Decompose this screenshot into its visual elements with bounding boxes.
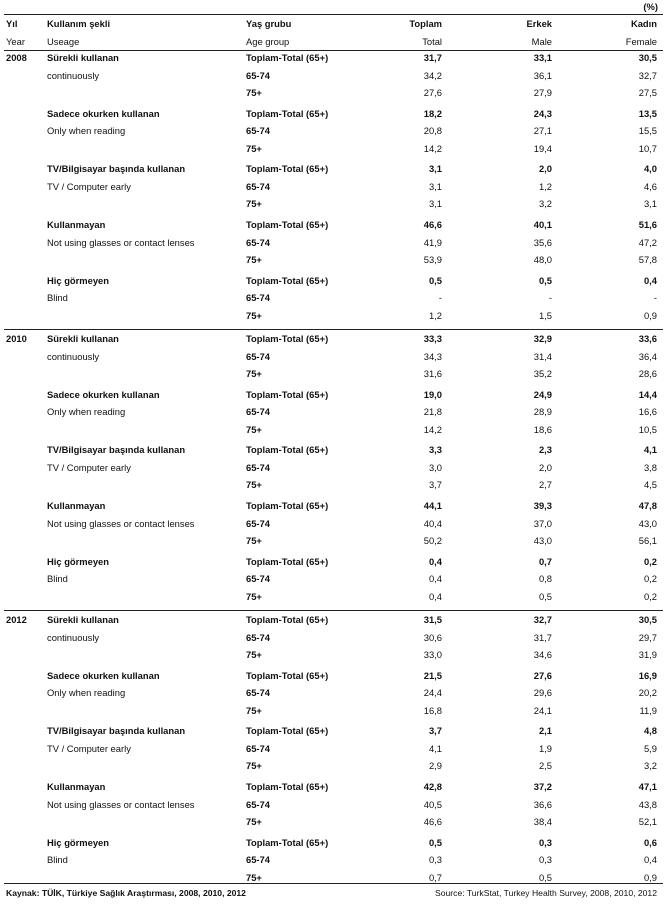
usage-label-tr: Sadece okurken kullanan <box>47 388 160 400</box>
age-group-cell: Toplam-Total (65+) <box>246 274 329 286</box>
usage-label-en: Only when reading <box>47 687 126 699</box>
header-bottom-rule <box>4 50 663 51</box>
male-value-cell: 31,7 <box>533 631 552 643</box>
total-value-cell: 14,2 <box>423 423 442 435</box>
male-value-cell: 0,3 <box>538 836 552 848</box>
usage-label-en: Only when reading <box>47 125 126 137</box>
male-value-cell: 24,3 <box>533 107 552 119</box>
total-value-cell: 33,3 <box>423 333 442 344</box>
usage-label-en: continuously <box>47 69 100 81</box>
female-value-cell: 47,8 <box>638 500 657 512</box>
female-value-cell: 33,6 <box>638 333 657 344</box>
age-group-cell: Toplam-Total (65+) <box>246 52 329 63</box>
male-value-cell: 2,1 <box>538 725 552 737</box>
total-value-cell: 19,0 <box>423 388 442 400</box>
total-value-cell: 0,4 <box>428 555 442 567</box>
male-value-cell: 35,2 <box>533 368 552 379</box>
usage-label-tr: Hiç görmeyen <box>47 555 109 567</box>
usage-label-tr: TV/Bilgisayar başında kullanan <box>47 725 186 737</box>
female-value-cell: 0,9 <box>643 871 657 883</box>
female-value-cell: 43,0 <box>638 517 657 529</box>
female-value-cell: 10,5 <box>638 423 657 435</box>
age-group-cell: 75+ <box>246 535 262 547</box>
male-value-cell: 31,4 <box>533 350 552 362</box>
usage-label-tr: Sürekli kullanan <box>47 333 119 344</box>
total-value-cell: 1,2 <box>428 309 442 321</box>
male-value-cell: 2,0 <box>538 461 552 473</box>
total-value-cell: 31,7 <box>423 52 442 63</box>
male-value-cell: 32,9 <box>533 333 552 344</box>
age-group-cell: 75+ <box>246 479 262 491</box>
female-value-cell: 0,2 <box>643 573 657 585</box>
male-value-cell: 2,0 <box>538 163 552 175</box>
female-value-cell: 15,5 <box>638 125 657 137</box>
female-value-cell: 4,5 <box>643 479 657 491</box>
female-value-cell: 13,5 <box>638 107 657 119</box>
male-value-cell: 27,9 <box>533 87 552 98</box>
male-value-cell: - <box>548 292 552 304</box>
male-value-cell: 19,4 <box>533 142 552 154</box>
year-separator-rule <box>4 329 663 330</box>
age-group-cell: 75+ <box>246 142 262 154</box>
age-group-cell: 65-74 <box>246 406 270 418</box>
age-group-cell: Toplam-Total (65+) <box>246 163 329 175</box>
age-group-cell: 65-74 <box>246 236 270 248</box>
female-value-cell: 27,5 <box>638 87 657 98</box>
age-group-cell: 75+ <box>246 423 262 435</box>
total-value-cell: 3,7 <box>428 479 442 491</box>
usage-label-tr: Hiç görmeyen <box>47 274 109 286</box>
male-value-cell: 32,7 <box>533 614 552 625</box>
age-group-cell: 65-74 <box>246 742 270 754</box>
usage-label-en: Not using glasses or contact lenses <box>47 517 195 529</box>
female-value-cell: 3,2 <box>643 760 657 772</box>
year-label: 2012 <box>6 614 27 625</box>
male-value-cell: 27,1 <box>533 125 552 137</box>
usage-label-en: Blind <box>47 854 68 866</box>
total-value-cell: 0,4 <box>428 590 442 602</box>
age-group-cell: 65-74 <box>246 125 270 137</box>
male-value-cell: 2,5 <box>538 760 552 772</box>
female-value-cell: 47,1 <box>638 781 657 793</box>
female-value-cell: 5,9 <box>643 742 657 754</box>
female-value-cell: 43,8 <box>638 798 657 810</box>
total-value-cell: 4,1 <box>428 742 442 754</box>
male-value-cell: 0,7 <box>538 555 552 567</box>
table-bottom-rule <box>4 883 663 884</box>
age-group-cell: 65-74 <box>246 461 270 473</box>
male-value-cell: 0,5 <box>538 274 552 286</box>
age-group-cell: 75+ <box>246 704 262 716</box>
age-group-cell: Toplam-Total (65+) <box>246 107 329 119</box>
male-value-cell: 34,6 <box>533 649 552 660</box>
total-value-cell: 50,2 <box>423 535 442 547</box>
total-value-cell: 21,5 <box>423 669 442 681</box>
age-group-cell: 75+ <box>246 871 262 883</box>
female-value-cell: 36,4 <box>638 350 657 362</box>
male-value-cell: 1,2 <box>538 180 552 192</box>
total-value-cell: 14,2 <box>423 142 442 154</box>
usage-label-en: Not using glasses or contact lenses <box>47 236 195 248</box>
total-value-cell: 2,9 <box>428 760 442 772</box>
female-value-cell: 3,8 <box>643 461 657 473</box>
age-group-cell: 75+ <box>246 816 262 828</box>
female-value-cell: 30,5 <box>638 614 657 625</box>
age-group-cell: Toplam-Total (65+) <box>246 614 329 625</box>
usage-label-en: continuously <box>47 350 100 362</box>
male-value-cell: 36,1 <box>533 69 552 81</box>
female-value-cell: 20,2 <box>638 687 657 699</box>
total-value-cell: 53,9 <box>423 254 442 266</box>
total-value-cell: 3,1 <box>428 198 442 210</box>
male-value-cell: 37,0 <box>533 517 552 529</box>
male-value-cell: 33,1 <box>533 52 552 63</box>
age-group-cell: 65-74 <box>246 631 270 643</box>
usage-label-en: continuously <box>47 631 100 643</box>
usage-label-tr: TV/Bilgisayar başında kullanan <box>47 444 186 456</box>
female-value-cell: 10,7 <box>638 142 657 154</box>
unit-label: (%) <box>643 1 658 12</box>
age-group-cell: Toplam-Total (65+) <box>246 333 329 344</box>
male-value-cell: 48,0 <box>533 254 552 266</box>
usage-label-tr: Sürekli kullanan <box>47 614 119 625</box>
usage-label-tr: Kullanmayan <box>47 219 106 231</box>
total-value-cell: 40,5 <box>423 798 442 810</box>
male-value-cell: 2,3 <box>538 444 552 456</box>
male-value-cell: 24,1 <box>533 704 552 716</box>
total-value-cell: 31,6 <box>423 368 442 379</box>
female-value-cell: 4,8 <box>643 725 657 737</box>
female-value-cell: 14,4 <box>638 388 657 400</box>
footer-source-tr <box>6 887 246 899</box>
age-group-cell: Toplam-Total (65+) <box>246 388 329 400</box>
male-value-cell: 38,4 <box>533 816 552 828</box>
age-group-cell: 75+ <box>246 87 262 98</box>
footer-source-tr-text: TÜİK, Türkiye Sağlık Araştırması, 2008, 2010, 2012 <box>41 888 246 898</box>
age-group-cell: 65-74 <box>246 517 270 529</box>
header-male-en: Male <box>531 36 552 47</box>
age-group-cell: Toplam-Total (65+) <box>246 555 329 567</box>
header-age-en: Age group <box>246 36 290 47</box>
total-value-cell: 40,4 <box>423 517 442 529</box>
header-male-tr: Erkek <box>526 18 552 29</box>
age-group-cell: 65-74 <box>246 854 270 866</box>
age-group-cell: 65-74 <box>246 292 270 304</box>
male-value-cell: 39,3 <box>533 500 552 512</box>
female-value-cell: 4,6 <box>643 180 657 192</box>
usage-label-en: Only when reading <box>47 406 126 418</box>
male-value-cell: 0,8 <box>538 573 552 585</box>
age-group-cell: 75+ <box>246 590 262 602</box>
header-female-tr: Kadın <box>630 18 657 29</box>
age-group-cell: 75+ <box>246 368 262 379</box>
age-group-cell: 75+ <box>246 649 262 660</box>
age-group-cell: 65-74 <box>246 573 270 585</box>
age-group-cell: 65-74 <box>246 180 270 192</box>
total-value-cell: 44,1 <box>423 500 442 512</box>
female-value-cell: 4,1 <box>643 444 657 456</box>
total-value-cell: 27,6 <box>423 87 442 98</box>
male-value-cell: 27,6 <box>533 669 552 681</box>
total-value-cell: 18,2 <box>423 107 442 119</box>
female-value-cell: 52,1 <box>638 816 657 828</box>
total-value-cell: 24,4 <box>423 687 442 699</box>
female-value-cell: 30,5 <box>638 52 657 63</box>
total-value-cell: 46,6 <box>423 219 442 231</box>
male-value-cell: 36,6 <box>533 798 552 810</box>
usage-label-tr: Sadece okurken kullanan <box>47 669 160 681</box>
header-year-en: Year <box>6 36 25 47</box>
female-value-cell: 0,2 <box>643 590 657 602</box>
female-value-cell: 47,2 <box>638 236 657 248</box>
male-value-cell: 43,0 <box>533 535 552 547</box>
usage-label-tr: TV/Bilgisayar başında kullanan <box>47 163 186 175</box>
female-value-cell: - <box>653 292 657 304</box>
usage-label-tr: Kullanmayan <box>47 781 106 793</box>
usage-label-en: Blind <box>47 573 68 585</box>
age-group-cell: Toplam-Total (65+) <box>246 444 329 456</box>
total-value-cell: 3,1 <box>428 163 442 175</box>
age-group-cell: 65-74 <box>246 798 270 810</box>
male-value-cell: 35,6 <box>533 236 552 248</box>
male-value-cell: 37,2 <box>533 781 552 793</box>
total-value-cell: 33,0 <box>423 649 442 660</box>
female-value-cell: 28,6 <box>638 368 657 379</box>
female-value-cell: 56,1 <box>638 535 657 547</box>
female-value-cell: 0,9 <box>643 309 657 321</box>
footer-source-tr-label: Kaynak: <box>6 888 40 898</box>
female-value-cell: 29,7 <box>638 631 657 643</box>
header-female-en: Female <box>625 36 657 47</box>
female-value-cell: 0,6 <box>643 836 657 848</box>
age-group-cell: Toplam-Total (65+) <box>246 500 329 512</box>
total-value-cell: 34,2 <box>423 69 442 81</box>
total-value-cell: 3,1 <box>428 180 442 192</box>
age-group-cell: 65-74 <box>246 69 270 81</box>
female-value-cell: 3,1 <box>643 198 657 210</box>
usage-label-en: TV / Computer early <box>47 180 131 192</box>
age-group-cell: Toplam-Total (65+) <box>246 669 329 681</box>
male-value-cell: 40,1 <box>533 219 552 231</box>
female-value-cell: 57,8 <box>638 254 657 266</box>
total-value-cell: 16,8 <box>423 704 442 716</box>
header-year-tr: Yıl <box>6 18 18 29</box>
female-value-cell: 0,4 <box>643 274 657 286</box>
age-group-cell: Toplam-Total (65+) <box>246 219 329 231</box>
total-value-cell: 3,7 <box>428 725 442 737</box>
male-value-cell: 3,2 <box>538 198 552 210</box>
usage-label-tr: Sürekli kullanan <box>47 52 119 63</box>
total-value-cell: 42,8 <box>423 781 442 793</box>
header-usage-en: Useage <box>47 36 80 47</box>
header-total-tr: Toplam <box>409 18 442 29</box>
female-value-cell: 31,9 <box>638 649 657 660</box>
age-group-cell: 75+ <box>246 198 262 210</box>
total-value-cell: 41,9 <box>423 236 442 248</box>
total-value-cell: 34,3 <box>423 350 442 362</box>
female-value-cell: 16,9 <box>638 669 657 681</box>
age-group-cell: 65-74 <box>246 350 270 362</box>
male-value-cell: 0,5 <box>538 590 552 602</box>
female-value-cell: 32,7 <box>638 69 657 81</box>
age-group-cell: Toplam-Total (65+) <box>246 836 329 848</box>
usage-label-en: TV / Computer early <box>47 461 131 473</box>
total-value-cell: 0,5 <box>428 274 442 286</box>
male-value-cell: 1,9 <box>538 742 552 754</box>
total-value-cell: 21,8 <box>423 406 442 418</box>
usage-label-en: Blind <box>47 292 68 304</box>
age-group-cell: Toplam-Total (65+) <box>246 725 329 737</box>
total-value-cell: 0,5 <box>428 836 442 848</box>
year-separator-rule <box>4 610 663 611</box>
total-value-cell: 0,7 <box>428 871 442 883</box>
male-value-cell: 29,6 <box>533 687 552 699</box>
footer-source-en: Source: TurkStat, Turkey Health Survey, 2008, 2010, 2012 <box>435 888 657 898</box>
total-value-cell: 46,6 <box>423 816 442 828</box>
total-value-cell: 3,0 <box>428 461 442 473</box>
male-value-cell: 1,5 <box>538 309 552 321</box>
female-value-cell: 0,4 <box>643 854 657 866</box>
usage-label-en: TV / Computer early <box>47 742 131 754</box>
age-group-cell: 65-74 <box>246 687 270 699</box>
male-value-cell: 28,9 <box>533 406 552 418</box>
total-value-cell: 0,4 <box>428 573 442 585</box>
year-label: 2010 <box>6 333 27 344</box>
usage-label-tr: Kullanmayan <box>47 500 106 512</box>
male-value-cell: 0,3 <box>538 854 552 866</box>
usage-label-en: Not using glasses or contact lenses <box>47 798 195 810</box>
male-value-cell: 18,6 <box>533 423 552 435</box>
total-value-cell: 31,5 <box>423 614 442 625</box>
female-value-cell: 4,0 <box>643 163 657 175</box>
female-value-cell: 16,6 <box>638 406 657 418</box>
age-group-cell: 75+ <box>246 309 262 321</box>
total-value-cell: 3,3 <box>428 444 442 456</box>
header-top-rule <box>4 14 663 15</box>
male-value-cell: 24,9 <box>533 388 552 400</box>
usage-label-tr: Sadece okurken kullanan <box>47 107 160 119</box>
total-value-cell: 20,8 <box>423 125 442 137</box>
usage-label-tr: Hiç görmeyen <box>47 836 109 848</box>
female-value-cell: 11,9 <box>639 704 657 716</box>
total-value-cell: 0,3 <box>428 854 442 866</box>
age-group-cell: 75+ <box>246 760 262 772</box>
total-value-cell: - <box>438 292 442 304</box>
header-age-tr: Yaş grubu <box>246 18 292 29</box>
year-label: 2008 <box>6 52 27 63</box>
female-value-cell: 0,2 <box>643 555 657 567</box>
total-value-cell: 30,6 <box>423 631 442 643</box>
header-total-en: Total <box>422 36 442 47</box>
age-group-cell: Toplam-Total (65+) <box>246 781 329 793</box>
male-value-cell: 2,7 <box>538 479 552 491</box>
age-group-cell: 75+ <box>246 254 262 266</box>
female-value-cell: 51,6 <box>638 219 657 231</box>
male-value-cell: 0,5 <box>538 871 552 883</box>
header-usage-tr: Kullanım şekli <box>47 18 111 29</box>
